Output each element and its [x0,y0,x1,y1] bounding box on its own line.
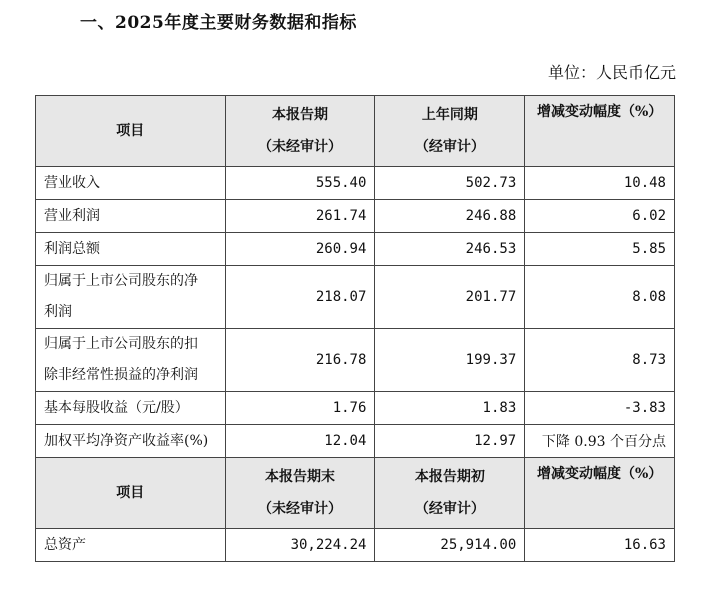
row-current: 1.76 [225,392,375,425]
row-current: 218.07 [225,266,375,329]
header-prior-line1: 上年同期 [421,107,478,123]
header-current-line2: （未经审计） [258,501,342,517]
row-change: 5.85 [525,233,675,266]
table-row [36,233,675,266]
header-prior [375,458,525,529]
row-item: 利润总额 [36,233,226,266]
header-prior [375,96,525,167]
row-item: 总资产 [36,529,226,562]
row-change: 6.02 [525,200,675,233]
row-prior: 12.97 [375,425,525,458]
header-current-line1: 本报告期 [272,107,328,123]
row-change: 8.73 [525,329,675,392]
row-change: 16.63 [525,529,675,562]
table-row [36,425,675,458]
section-title: 一、2025年度主要财务数据和指标 [80,13,357,33]
row-item [36,329,226,392]
row-prior: 1.83 [375,392,525,425]
header-change [525,96,675,167]
row-prior: 246.53 [375,233,525,266]
financial-table [35,95,675,562]
header-change-label: 增减变动幅度（%） [536,466,663,482]
table-row [36,200,675,233]
header-current-line2: （未经审计） [258,139,342,155]
table-row [36,392,675,425]
row-change: 8.08 [525,266,675,329]
row-current: 261.74 [225,200,375,233]
row-current: 555.40 [225,167,375,200]
header-item: 项目 [36,458,226,529]
row-item [36,266,226,329]
header-prior-line2: （经审计） [414,139,485,155]
table-header-row [36,96,675,167]
row-current: 260.94 [225,233,375,266]
row-item-line1: 归属于上市公司股东的扣 [44,336,198,352]
row-item: 加权平均净资产收益率(%) [36,425,226,458]
row-prior: 201.77 [375,266,525,329]
row-item: 营业利润 [36,200,226,233]
row-item-line1: 归属于上市公司股东的净 [44,273,198,289]
header-prior-line1: 本报告期初 [414,469,485,485]
row-current: 12.04 [225,425,375,458]
unit-label: 单位：人民币亿元 [547,63,676,82]
row-item-line2: 利润 [44,304,72,320]
row-change: -3.83 [525,392,675,425]
row-current: 216.78 [225,329,375,392]
row-prior: 502.73 [375,167,525,200]
table-row [36,167,675,200]
row-prior: 25,914.00 [375,529,525,562]
row-item: 营业收入 [36,167,226,200]
table-row [36,329,675,392]
header-prior-line2: （经审计） [414,501,485,517]
row-change: 下降 0.93 个百分点 [525,425,675,458]
header-current [225,458,375,529]
row-current: 30,224.24 [225,529,375,562]
table-row [36,266,675,329]
table-row [36,529,675,562]
row-change: 10.48 [525,167,675,200]
header-item: 项目 [36,96,226,167]
row-item-line2: 除非经常性损益的净利润 [44,367,198,383]
row-prior: 199.37 [375,329,525,392]
row-prior: 246.88 [375,200,525,233]
table-header-row [36,458,675,529]
row-item: 基本每股收益（元/股） [36,392,226,425]
header-change-label: 增减变动幅度（%） [536,104,663,120]
header-current [225,96,375,167]
header-current-line1: 本报告期末 [265,469,335,485]
header-change [525,458,675,529]
